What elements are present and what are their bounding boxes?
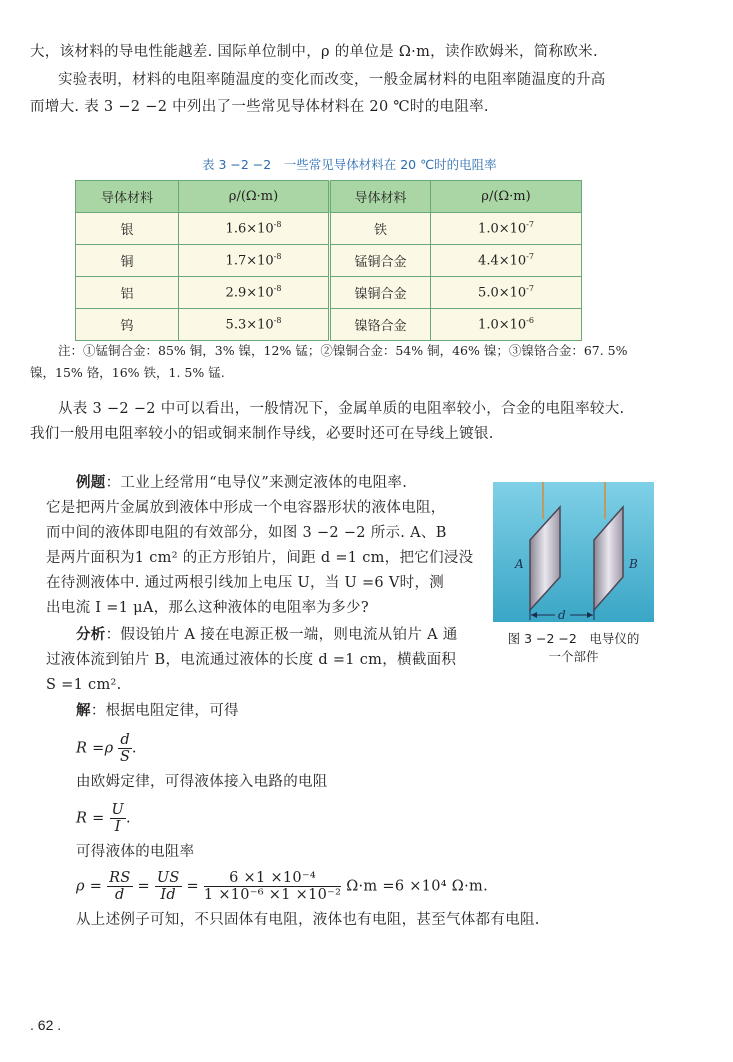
material-cell: 镍铬合金: [330, 309, 431, 341]
header-rho-2: ρ/(Ω·m): [431, 181, 582, 213]
table-row: [76, 277, 582, 309]
table-note-line2: 镍，15% 铬，16% 铁，1. 5% 锰.: [30, 365, 225, 380]
value-cell: $4.4\times 10^{-7}$: [431, 245, 582, 277]
plate-b-label: B: [629, 557, 638, 571]
table-row: [76, 309, 582, 341]
page-number: . 62 .: [30, 1017, 62, 1033]
material-cell: 银: [76, 213, 179, 245]
header-material-1: 导体材料: [76, 181, 179, 213]
paragraph-resistivity-unit: 大，该材料的导电性能越差. 国际单位制中，ρ 的单位是 Ω·m，读作欧姆米，简称欧米.: [30, 44, 598, 60]
solution-line2: 由欧姆定律，可得液体接入电路的电阻: [76, 774, 328, 790]
table-row: [76, 213, 582, 245]
conclusion-line2: 我们一般用电阻率较小的铝或铜来制作导线，必要时还可在导线上镀银.: [30, 426, 494, 442]
material-cell: 锰铜合金: [330, 245, 431, 277]
value-cell: $1.0\times 10^{-6}$: [431, 309, 582, 341]
electrode-plates-illustration: [493, 482, 654, 622]
conductivity-meter-figure: [493, 482, 654, 622]
formula-ohms-law: R = $\frac{U}{I}$ .: [76, 802, 131, 835]
formula-resistivity: ρ = $\frac{RS}{d}$ = $\frac{US}{Id}$ = $\frac{\text{6 ×1 ×10⁻⁴}}{\text{1 ×10⁻⁶ ×1 ×10⁻²}}$ Ω·m =6 ×10⁴ Ω·m.: [76, 870, 488, 903]
material-cell: 铝: [76, 277, 179, 309]
analysis-line3: S =1 cm².: [46, 677, 122, 693]
material-cell: 铁: [330, 213, 431, 245]
paragraph-temperature-line2: 而增大. 表 3 −2 −2 中列出了一些常见导体材料在 20 ℃时的电阻率.: [30, 99, 489, 115]
solution-line3: 可得液体的电阻率: [76, 844, 195, 860]
table-caption: 表 3 −2 −2 一些常见导体材料在 20 ℃时的电阻率: [202, 157, 497, 172]
header-rho-1: ρ/(Ω·m): [179, 181, 330, 213]
figure-caption: 图 3 −2 −2 电导仪的 一个部件: [507, 631, 640, 664]
analysis-line1: 分析：假设铂片 A 接在电源正极一端，则电流从铂片 A 通: [76, 626, 458, 643]
material-cell: 镍铜合金: [330, 277, 431, 309]
material-cell: 钨: [76, 309, 179, 341]
distance-d-label: d: [558, 608, 566, 622]
resistivity-table: [75, 180, 582, 341]
solution-line1: 解：根据电阻定律，可得: [76, 702, 239, 719]
value-cell: $1.0\times 10^{-7}$: [431, 213, 582, 245]
formula-resistance-law: R =ρ $\frac{d}{S}$ .: [76, 732, 137, 765]
table-note-line1: 注：①锰铜合金：85% 铜，3% 镍，12% 锰；②镍铜合金：54% 铜，46% 镍；③镍铬合金：67. 5%: [58, 343, 628, 358]
example-line2: 它是把两片金属放到液体中形成一个电容器形状的液体电阻，: [46, 500, 446, 516]
header-material-2: 导体材料: [330, 181, 431, 213]
analysis-label: 分析: [76, 626, 106, 643]
table-header-row: [76, 181, 582, 213]
analysis-line2: 过液体流到铂片 B，电流通过液体的长度 d =1 cm，横截面积: [46, 652, 457, 668]
value-cell: $5.0\times 10^{-7}$: [431, 277, 582, 309]
paragraph-temperature-line1: 实验表明，材料的电阻率随温度的变化而改变，一般金属材料的电阻率随温度的升高: [58, 72, 606, 88]
example-label: 例题: [76, 474, 106, 491]
material-cell: 铜: [76, 245, 179, 277]
example-line4: 是两片面积为1 cm² 的正方形铂片，间距 d =1 cm，把它们浸没: [46, 550, 474, 566]
value-cell: $1.6\times 10^{-8}$: [179, 213, 330, 245]
solution-label: 解: [76, 702, 91, 719]
example-line1: 例题：工业上经常用“电导仪”来测定液体的电阻率.: [76, 474, 408, 491]
solution-conclusion: 从上述例子可知，不只固体有电阻，液体也有电阻，甚至气体都有电阻.: [76, 912, 540, 928]
plate-a-label: A: [515, 557, 524, 571]
value-cell: $5.3\times 10^{-8}$: [179, 309, 330, 341]
example-line6: 出电流 I =1 μA，那么这种液体的电阻率为多少?: [46, 600, 369, 616]
table-row: [76, 245, 582, 277]
value-cell: $2.9\times 10^{-8}$: [179, 277, 330, 309]
example-line3: 而中间的液体即电阻的有效部分，如图 3 −2 −2 所示. A、B: [46, 525, 447, 541]
value-cell: $1.7\times 10^{-8}$: [179, 245, 330, 277]
example-line5: 在待测液体中. 通过两根引线加上电压 U，当 U =6 V时，测: [46, 575, 445, 591]
conclusion-line1: 从表 3 −2 −2 中可以看出，一般情况下，金属单质的电阻率较小，合金的电阻率较大.: [58, 401, 625, 417]
